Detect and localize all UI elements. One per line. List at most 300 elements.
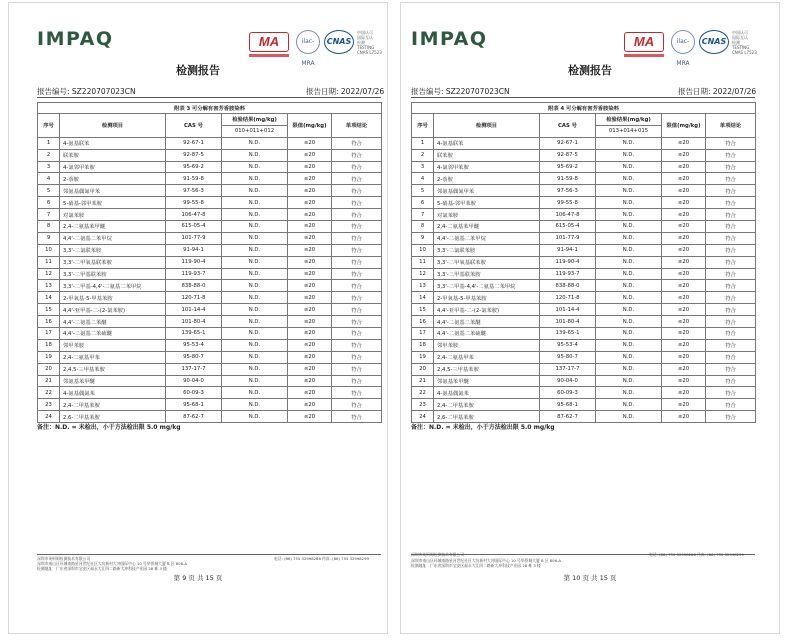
cell-seq: 8 (412, 221, 434, 233)
cell-seq: 17 (38, 328, 60, 340)
cell-conclusion: 符合 (706, 292, 756, 304)
cell-conclusion: 符合 (332, 316, 382, 328)
table-row (38, 351, 382, 363)
cell-seq: 9 (38, 232, 60, 244)
cell-cas: 97-56-3 (540, 185, 596, 197)
cell-result: N.D. (222, 256, 288, 268)
cell-seq: 1 (38, 137, 60, 149)
cell-limit: ≤20 (662, 256, 706, 268)
cell-limit: ≤20 (662, 280, 706, 292)
cell-limit: ≤20 (662, 161, 706, 173)
cell-cas: 838-88-0 (540, 280, 596, 292)
cell-conclusion: 符合 (706, 328, 756, 340)
col-header-conclusion: 单项结论 (332, 114, 382, 138)
cnas-text: 中国认可 国际互认 检测 TESTING CNAS L7523 (732, 30, 757, 55)
cell-result: N.D. (222, 185, 288, 197)
table-row (412, 244, 756, 256)
cell-item: 邻氨基偶氮甲苯 (434, 185, 540, 197)
cell-item: 3,3'-二甲氧基联苯胺 (434, 256, 540, 268)
cell-item: 3,3'-二甲基联苯胺 (434, 268, 540, 280)
cell-result: N.D. (222, 292, 288, 304)
cell-cas: 101-14-4 (166, 304, 222, 316)
footer-company: 深圳市英柯姆检测技术有限公司 (411, 552, 465, 557)
cell-conclusion: 符合 (332, 268, 382, 280)
cell-conclusion: 符合 (706, 161, 756, 173)
cell-limit: ≤20 (288, 185, 332, 197)
cell-seq: 4 (38, 173, 60, 185)
cell-seq: 23 (412, 399, 434, 411)
cell-conclusion: 符合 (706, 387, 756, 399)
table-row (412, 411, 756, 423)
footer-divider (37, 554, 381, 555)
cell-conclusion: 符合 (332, 244, 382, 256)
impaq-logo: IMPAQ (411, 28, 488, 50)
cell-item: 对氯苯胺 (434, 209, 540, 221)
cell-item: 2,4,5-三甲基苯胺 (60, 363, 166, 375)
table-row (38, 363, 382, 375)
cell-result: N.D. (222, 137, 288, 149)
cell-result: N.D. (596, 411, 662, 423)
cell-result: N.D. (596, 363, 662, 375)
cell-result: N.D. (222, 316, 288, 328)
cell-cas: 87-62-7 (166, 411, 222, 423)
cell-result: N.D. (222, 244, 288, 256)
cell-seq: 24 (38, 411, 60, 423)
cell-conclusion: 符合 (706, 375, 756, 387)
cell-result: N.D. (596, 351, 662, 363)
footer-lab-address: 检测地址：广东省深圳市宝安区福永大江四二路新大冲科技产业园 28 栋 3 楼 (411, 563, 541, 568)
cell-seq: 6 (412, 197, 434, 209)
cell-limit: ≤20 (288, 280, 332, 292)
table-row (38, 185, 382, 197)
table-row (38, 244, 382, 256)
cell-item: 邻甲苯胺 (60, 339, 166, 351)
cell-limit: ≤20 (288, 363, 332, 375)
cell-limit: ≤20 (288, 137, 332, 149)
cell-conclusion: 符合 (332, 197, 382, 209)
cell-item: 2,4-二氨基苯甲醚 (60, 221, 166, 233)
cell-limit: ≤20 (662, 268, 706, 280)
cell-limit: ≤20 (662, 221, 706, 233)
col-header-seq: 序号 (38, 114, 60, 138)
cell-item: 2-甲氧基-5-甲基苯胺 (60, 292, 166, 304)
cell-item: 4,4'-二氨基二苯硫醚 (60, 328, 166, 340)
remark-note: 备注：N.D. = 未检出，小于方法检出限 5.0 mg/kg (411, 424, 555, 431)
cell-seq: 2 (38, 149, 60, 161)
cell-conclusion: 符合 (332, 137, 382, 149)
cell-seq: 12 (412, 268, 434, 280)
page-number: 第 9 页 共 15 页 (173, 574, 223, 582)
cell-seq: 5 (38, 185, 60, 197)
cell-item: 2-甲氧基-5-甲基苯胺 (434, 292, 540, 304)
cell-conclusion: 符合 (706, 185, 756, 197)
col-header-cas: CAS 号 (540, 114, 596, 138)
col-header-result: 检验结果(mg/kg) (596, 114, 662, 126)
cell-result: N.D. (596, 244, 662, 256)
table-row (412, 268, 756, 280)
cell-result: N.D. (222, 363, 288, 375)
cell-seq: 9 (412, 232, 434, 244)
cell-item: 4-氨基偶氮苯 (434, 387, 540, 399)
cell-limit: ≤20 (288, 387, 332, 399)
cell-limit: ≤20 (662, 351, 706, 363)
table-row (412, 185, 756, 197)
table-row (412, 209, 756, 221)
cell-cas: 615-05-4 (166, 221, 222, 233)
cell-conclusion: 符合 (706, 137, 756, 149)
cell-result: N.D. (222, 149, 288, 161)
cma-logo: MA (249, 32, 289, 52)
cell-conclusion: 符合 (706, 232, 756, 244)
cell-cas: 92-67-1 (540, 137, 596, 149)
cell-limit: ≤20 (288, 244, 332, 256)
col-header-cas: CAS 号 (166, 114, 222, 138)
cell-result: N.D. (596, 375, 662, 387)
cell-conclusion: 符合 (332, 149, 382, 161)
table-row (412, 292, 756, 304)
cell-limit: ≤20 (288, 339, 332, 351)
footer-address: 深圳市南山区环城南路星河世纪社区大坑新村大冲国际中心 10 号华侨城大厦 B 区 806-A (37, 561, 187, 566)
cell-item: 3,3'-二甲基联苯胺 (60, 268, 166, 280)
cell-seq: 11 (412, 256, 434, 268)
cnas-logo: CNAS (324, 30, 354, 54)
cell-conclusion: 符合 (332, 185, 382, 197)
cell-item: 3,3'-二甲氧基联苯胺 (60, 256, 166, 268)
cell-cas: 91-94-1 (166, 244, 222, 256)
cell-result: N.D. (222, 304, 288, 316)
table-row (38, 411, 382, 423)
table-row (412, 161, 756, 173)
cell-cas: 101-77-9 (166, 232, 222, 244)
cell-item: 邻氨基苯甲醚 (60, 375, 166, 387)
footer-phone: 电话: (86) 755 32998286 传真: (86) 755 32998299 (274, 556, 369, 561)
cell-limit: ≤20 (288, 268, 332, 280)
ilac-mra-logo: ilac-MRA (671, 30, 695, 54)
cell-limit: ≤20 (662, 137, 706, 149)
footer-phone: 电话: (86) 755 32998288 传真: (86) 755 32998299 (649, 552, 744, 557)
cell-limit: ≤20 (288, 304, 332, 316)
cell-cas: 92-67-1 (166, 137, 222, 149)
cell-limit: ≤20 (288, 161, 332, 173)
report-page-left (8, 2, 388, 634)
cell-conclusion: 符合 (706, 244, 756, 256)
cell-cas: 95-68-1 (166, 399, 222, 411)
report-date: 报告日期: 2022/07/26 (306, 87, 385, 96)
cell-item: 邻氨基苯甲醚 (434, 375, 540, 387)
cell-seq: 10 (38, 244, 60, 256)
cell-cas: 119-93-7 (540, 268, 596, 280)
table-row (412, 328, 756, 340)
cell-conclusion: 符合 (706, 268, 756, 280)
table-row (38, 304, 382, 316)
cell-conclusion: 符合 (332, 339, 382, 351)
cell-conclusion: 符合 (332, 221, 382, 233)
cell-cas: 95-69-2 (540, 161, 596, 173)
cell-limit: ≤20 (288, 399, 332, 411)
cma-logo-underline (624, 54, 664, 57)
cell-conclusion: 符合 (332, 161, 382, 173)
header-divider (411, 97, 755, 98)
cell-result: N.D. (596, 292, 662, 304)
cell-limit: ≤20 (662, 363, 706, 375)
footer-address: 深圳市南山区环城南路星河世纪社区大坑新村大冲国际中心 10 号华侨城大厦 B 区 806-A (411, 558, 561, 563)
cell-item: 4-氯邻甲苯胺 (434, 161, 540, 173)
cell-item: 2,4-二氨基甲苯 (60, 351, 166, 363)
table-row (412, 399, 756, 411)
cell-seq: 4 (412, 173, 434, 185)
cell-item: 2,6-二甲基苯胺 (434, 411, 540, 423)
cell-limit: ≤20 (662, 339, 706, 351)
cma-logo: MA (624, 32, 664, 52)
cell-seq: 22 (38, 387, 60, 399)
cell-result: N.D. (596, 339, 662, 351)
cell-result: N.D. (222, 351, 288, 363)
table-row (412, 339, 756, 351)
cell-item: 4,4'-二氨基二苯醚 (434, 316, 540, 328)
cell-item: 3,3'-二氯联苯胺 (434, 244, 540, 256)
table-row (38, 209, 382, 221)
cell-item: 4,4'-二氨基二苯甲烷 (60, 232, 166, 244)
cell-cas: 91-59-8 (166, 173, 222, 185)
cell-seq: 6 (38, 197, 60, 209)
table-row (38, 268, 382, 280)
cell-limit: ≤20 (288, 292, 332, 304)
cell-cas: 139-65-1 (166, 328, 222, 340)
cell-item: 联苯胺 (434, 149, 540, 161)
cell-limit: ≤20 (662, 244, 706, 256)
cell-limit: ≤20 (662, 292, 706, 304)
cell-item: 4-氨基偶氮苯 (60, 387, 166, 399)
cell-conclusion: 符合 (332, 399, 382, 411)
cell-limit: ≤20 (288, 375, 332, 387)
cell-item: 4,4'-二氨基二苯硫醚 (434, 328, 540, 340)
cell-cas: 101-80-4 (540, 316, 596, 328)
cell-limit: ≤20 (662, 173, 706, 185)
cell-result: N.D. (596, 137, 662, 149)
cell-conclusion: 符合 (332, 292, 382, 304)
cell-conclusion: 符合 (706, 304, 756, 316)
table-row (412, 221, 756, 233)
cell-seq: 17 (412, 328, 434, 340)
cell-seq: 2 (412, 149, 434, 161)
cell-seq: 23 (38, 399, 60, 411)
col-header-limit: 限值(mg/kg) (662, 114, 706, 138)
cell-result: N.D. (596, 232, 662, 244)
cell-result: N.D. (596, 185, 662, 197)
cell-cas: 101-14-4 (540, 304, 596, 316)
cnas-text: 中国认可 国际互认 检测 TESTING CNAS L7523 (357, 30, 382, 55)
table-row (38, 221, 382, 233)
cell-cas: 106-47-8 (166, 209, 222, 221)
col-header-limit: 限值(mg/kg) (288, 114, 332, 138)
col-header-item: 检测项目 (60, 114, 166, 138)
table-row (412, 316, 756, 328)
table-row (412, 173, 756, 185)
table-row (38, 339, 382, 351)
cell-result: N.D. (596, 304, 662, 316)
cell-limit: ≤20 (662, 316, 706, 328)
table-body (412, 137, 756, 422)
cell-cas: 101-77-9 (540, 232, 596, 244)
table-row (412, 363, 756, 375)
cell-conclusion: 符合 (706, 197, 756, 209)
cell-item: 2,4-二甲基苯胺 (60, 399, 166, 411)
cell-seq: 15 (412, 304, 434, 316)
cell-result: N.D. (596, 328, 662, 340)
cell-limit: ≤20 (288, 149, 332, 161)
cell-limit: ≤20 (288, 232, 332, 244)
cell-cas: 97-56-3 (166, 185, 222, 197)
cell-item: 4,4'-二氨基二苯甲烷 (434, 232, 540, 244)
cell-item: 3,3'-二甲基-4,4'-二氨基二苯甲烷 (60, 280, 166, 292)
cell-conclusion: 符合 (332, 363, 382, 375)
cell-cas: 95-69-2 (166, 161, 222, 173)
cell-result: N.D. (222, 375, 288, 387)
cell-result: N.D. (222, 161, 288, 173)
cell-conclusion: 符合 (332, 173, 382, 185)
cell-item: 2,6-二甲基苯胺 (60, 411, 166, 423)
table-row (412, 232, 756, 244)
cell-result: N.D. (222, 280, 288, 292)
cell-result: N.D. (222, 387, 288, 399)
cell-limit: ≤20 (288, 328, 332, 340)
col-header-conclusion: 单项结论 (706, 114, 756, 138)
cell-conclusion: 符合 (332, 280, 382, 292)
sample-ids: 010+011+012 (222, 125, 288, 137)
cell-result: N.D. (222, 328, 288, 340)
cell-limit: ≤20 (662, 149, 706, 161)
col-header-item: 检测项目 (434, 114, 540, 138)
cell-item: 4-氯邻甲苯胺 (60, 161, 166, 173)
cell-seq: 21 (38, 375, 60, 387)
results-table (37, 102, 382, 423)
cell-cas: 95-80-7 (540, 351, 596, 363)
cell-limit: ≤20 (288, 173, 332, 185)
cell-cas: 120-71-8 (166, 292, 222, 304)
cell-result: N.D. (222, 197, 288, 209)
table-row (38, 173, 382, 185)
cell-seq: 11 (38, 256, 60, 268)
cell-conclusion: 符合 (706, 316, 756, 328)
cell-limit: ≤20 (662, 387, 706, 399)
cell-conclusion: 符合 (332, 375, 382, 387)
footer-company: 深圳市英柯姆检测技术有限公司 (37, 556, 91, 561)
cell-seq: 19 (412, 351, 434, 363)
cell-conclusion: 符合 (332, 387, 382, 399)
cell-result: N.D. (222, 209, 288, 221)
table-row (38, 292, 382, 304)
cell-result: N.D. (596, 149, 662, 161)
cell-cas: 60-09-3 (540, 387, 596, 399)
cell-seq: 7 (38, 209, 60, 221)
table-row (38, 149, 382, 161)
table-row (38, 161, 382, 173)
table-row (38, 137, 382, 149)
cell-limit: ≤20 (662, 232, 706, 244)
cell-conclusion: 符合 (706, 221, 756, 233)
table-row (38, 375, 382, 387)
cell-seq: 16 (38, 316, 60, 328)
cell-conclusion: 符合 (706, 209, 756, 221)
cnas-logo: CNAS (699, 30, 729, 54)
cell-conclusion: 符合 (332, 351, 382, 363)
cell-limit: ≤20 (662, 399, 706, 411)
cell-result: N.D. (596, 161, 662, 173)
cell-cas: 87-62-7 (540, 411, 596, 423)
cell-result: N.D. (596, 197, 662, 209)
report-title: 检测报告 (176, 64, 220, 77)
table-row (38, 387, 382, 399)
cell-seq: 15 (38, 304, 60, 316)
cell-cas: 137-17-7 (166, 363, 222, 375)
footer-lab-address: 检测地址：广东省深圳市宝安区福永大江四二路新大冲科技产业园 28 栋 3 楼 (37, 566, 167, 571)
cell-seq: 24 (412, 411, 434, 423)
cell-cas: 99-55-8 (166, 197, 222, 209)
cell-item: 对氯苯胺 (60, 209, 166, 221)
cell-limit: ≤20 (662, 197, 706, 209)
cell-conclusion: 符合 (706, 280, 756, 292)
cell-conclusion: 符合 (706, 351, 756, 363)
cell-limit: ≤20 (662, 209, 706, 221)
cell-result: N.D. (596, 399, 662, 411)
cell-result: N.D. (222, 232, 288, 244)
cell-seq: 20 (38, 363, 60, 375)
cell-seq: 7 (412, 209, 434, 221)
cell-cas: 119-93-7 (166, 268, 222, 280)
report-date: 报告日期: 2022/07/26 (678, 87, 757, 96)
cell-item: 2,4,5-三甲基苯胺 (434, 363, 540, 375)
cell-limit: ≤20 (288, 197, 332, 209)
cell-seq: 20 (412, 363, 434, 375)
report-title: 检测报告 (568, 64, 612, 77)
header-divider (37, 97, 381, 98)
cell-result: N.D. (222, 268, 288, 280)
cell-cas: 95-53-4 (166, 339, 222, 351)
cell-seq: 21 (412, 375, 434, 387)
cell-limit: ≤20 (288, 316, 332, 328)
table-row (412, 256, 756, 268)
cell-seq: 13 (412, 280, 434, 292)
cell-item: 4,4'-亚甲基-二-(2-氯苯胺) (60, 304, 166, 316)
cell-result: N.D. (222, 339, 288, 351)
cell-limit: ≤20 (288, 256, 332, 268)
cell-limit: ≤20 (662, 304, 706, 316)
impaq-logo: IMPAQ (37, 28, 114, 50)
cell-item: 4-氨基联苯 (434, 137, 540, 149)
cell-limit: ≤20 (288, 209, 332, 221)
cell-seq: 16 (412, 316, 434, 328)
cell-conclusion: 符合 (332, 304, 382, 316)
table-row (412, 197, 756, 209)
col-header-result: 检验结果(mg/kg) (222, 114, 288, 126)
cell-cas: 95-68-1 (540, 399, 596, 411)
cell-seq: 22 (412, 387, 434, 399)
table-row (412, 304, 756, 316)
cell-cas: 838-88-0 (166, 280, 222, 292)
cell-item: 4,4'-二氨基二苯醚 (60, 316, 166, 328)
cell-seq: 3 (38, 161, 60, 173)
cell-limit: ≤20 (288, 411, 332, 423)
cell-item: 邻氨基偶氮甲苯 (60, 185, 166, 197)
cell-cas: 92-87-5 (166, 149, 222, 161)
cell-conclusion: 符合 (332, 411, 382, 423)
cell-limit: ≤20 (288, 351, 332, 363)
cell-item: 5-硝基-邻甲苯胺 (60, 197, 166, 209)
cell-result: N.D. (222, 221, 288, 233)
table-row (38, 280, 382, 292)
cell-seq: 1 (412, 137, 434, 149)
cell-seq: 18 (38, 339, 60, 351)
